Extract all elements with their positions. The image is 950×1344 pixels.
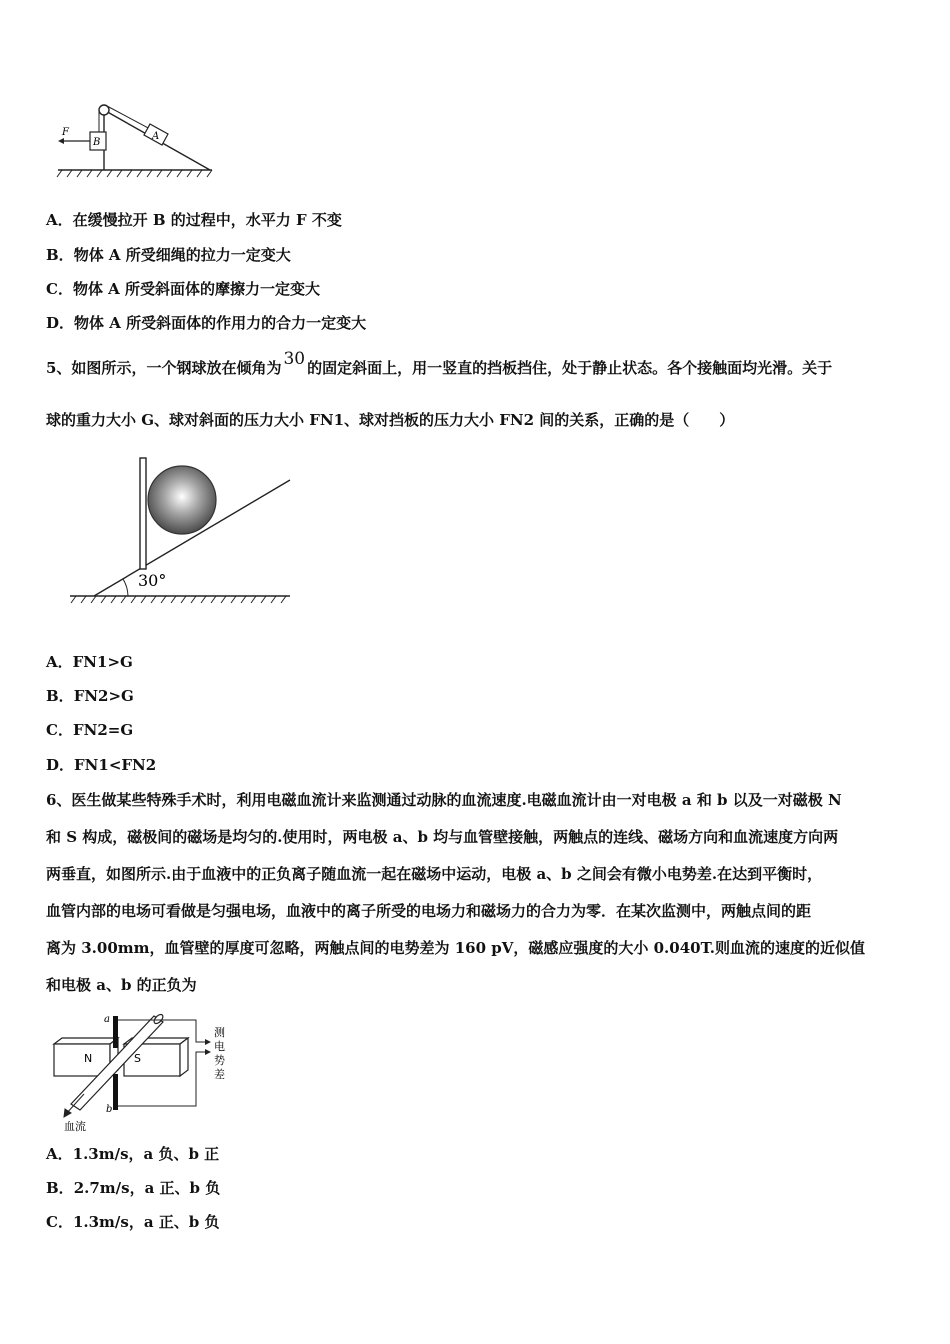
label-b: b <box>106 1104 113 1115</box>
q4-option-c <box>46 279 320 299</box>
q6-figure <box>44 1010 244 1138</box>
option-text: 1.3m/s，a 负、b 正 <box>72 1145 220 1163</box>
q6-option-b <box>46 1178 220 1198</box>
label-a: a <box>104 1014 110 1025</box>
q4-option-d <box>46 313 366 333</box>
option-letter: B． <box>46 246 74 264</box>
force-f-arrow <box>58 127 90 144</box>
q6-stem-line: 两垂直，如图所示.由于血液中的正负离子随血流一起在磁场中运动，电极 a、b 之间会有微小电势差.在达到平衡时， <box>46 865 823 883</box>
option-text: 物体 A 所受斜面体的摩擦力一定变大 <box>72 280 321 298</box>
q6-stem <box>46 788 908 1010</box>
q6-stem-line: 和电极 a、b 的正负为 <box>46 976 197 994</box>
q6-option-c <box>46 1212 220 1232</box>
q6-stem-line: 和 S 构成，磁极间的磁场是均匀的.使用时，两电极 a、b 均与血管壁接触，两触点的连线、磁场方向和血流速度方向两 <box>46 828 839 846</box>
q5-stem-line-1 <box>46 349 833 378</box>
option-letter: C． <box>46 721 73 739</box>
option-text: FN1<FN2 <box>74 756 157 774</box>
measure-label: 差 <box>214 1068 225 1081</box>
q6-option-a <box>46 1144 219 1164</box>
block-b <box>90 132 106 150</box>
q5-figure <box>66 452 296 608</box>
option-text: FN2=G <box>72 721 134 739</box>
ground <box>57 170 212 177</box>
q5-stem-part-1: 5、如图所示，一个钢球放在倾角为 <box>46 359 282 377</box>
angle-label: 30° <box>138 571 167 590</box>
option-letter: C． <box>46 1213 73 1231</box>
label-s: S <box>134 1052 141 1065</box>
q5-stem-line-2: 球的重力大小 G、球对斜面的压力大小 FN1、球对挡板的压力大小 FN2 间的关系，正确的是（ ） <box>46 411 735 429</box>
q4-option-a <box>46 210 342 230</box>
steel-ball <box>148 466 216 534</box>
q5-option-c <box>46 720 133 740</box>
option-text: 物体 A 所受细绳的拉力一定变大 <box>73 246 291 264</box>
q4-option-b <box>46 245 291 265</box>
option-text: 在缓慢拉开 B 的过程中，水平力 F 不变 <box>72 211 342 229</box>
option-letter: D． <box>46 756 75 774</box>
option-letter: B． <box>46 1179 74 1197</box>
measure-label: 势 <box>214 1054 225 1067</box>
q5-angle: 30 <box>283 349 306 369</box>
ground <box>70 596 290 603</box>
q4-figure <box>52 100 222 182</box>
block-a <box>144 124 168 145</box>
label-f: F <box>62 127 69 138</box>
measure-label: 电 <box>214 1040 225 1053</box>
angle-arc <box>123 579 128 596</box>
q5-option-d <box>46 755 156 775</box>
q5-option-b <box>46 686 134 706</box>
q5-option-a <box>46 652 133 672</box>
option-letter: C． <box>46 280 73 298</box>
q6-stem-line: 6、医生做某些特殊手术时，利用电磁血流计来监测通过动脉的血流速度.电磁血流计由一对电极 a 和 b 以及一对磁极 N <box>46 791 842 809</box>
baffle <box>140 458 146 569</box>
option-text: 1.3m/s，a 正、b 负 <box>72 1213 220 1231</box>
label-flow: 血流 <box>64 1120 86 1133</box>
q5-stem-part-2: 的固定斜面上，用一竖直的挡板挡住，处于静止状态。各个接触面均光滑。关于 <box>307 359 833 377</box>
option-letter: A． <box>46 211 73 229</box>
option-letter: A． <box>46 1145 73 1163</box>
option-letter: D． <box>46 314 75 332</box>
option-text: FN2>G <box>73 687 134 705</box>
option-letter: B． <box>46 687 74 705</box>
label-b: B <box>93 137 101 148</box>
rope-to-a <box>107 106 152 130</box>
q6-stem-line: 离为 3.00mm，血管壁的厚度可忽略，两触点间的电势差为 160 pV，磁感应强度的大小 0.040T.则血流的速度的近似值 <box>46 939 866 957</box>
wire-arrows <box>205 1039 211 1055</box>
option-text: 2.7m/s，a 正、b 负 <box>73 1179 221 1197</box>
label-n: N <box>84 1052 93 1065</box>
option-text: 物体 A 所受斜面体的作用力的合力一定变大 <box>74 314 367 332</box>
option-letter: A． <box>46 653 73 671</box>
measure-label: 测 <box>214 1026 225 1039</box>
option-text: FN1>G <box>72 653 133 671</box>
label-a: A <box>152 131 160 142</box>
q6-stem-line: 血管内部的电场可看做是匀强电场，血液中的离子所受的电场力和磁场力的合力为零．在某次监测中，两触点间的距 <box>46 902 812 920</box>
